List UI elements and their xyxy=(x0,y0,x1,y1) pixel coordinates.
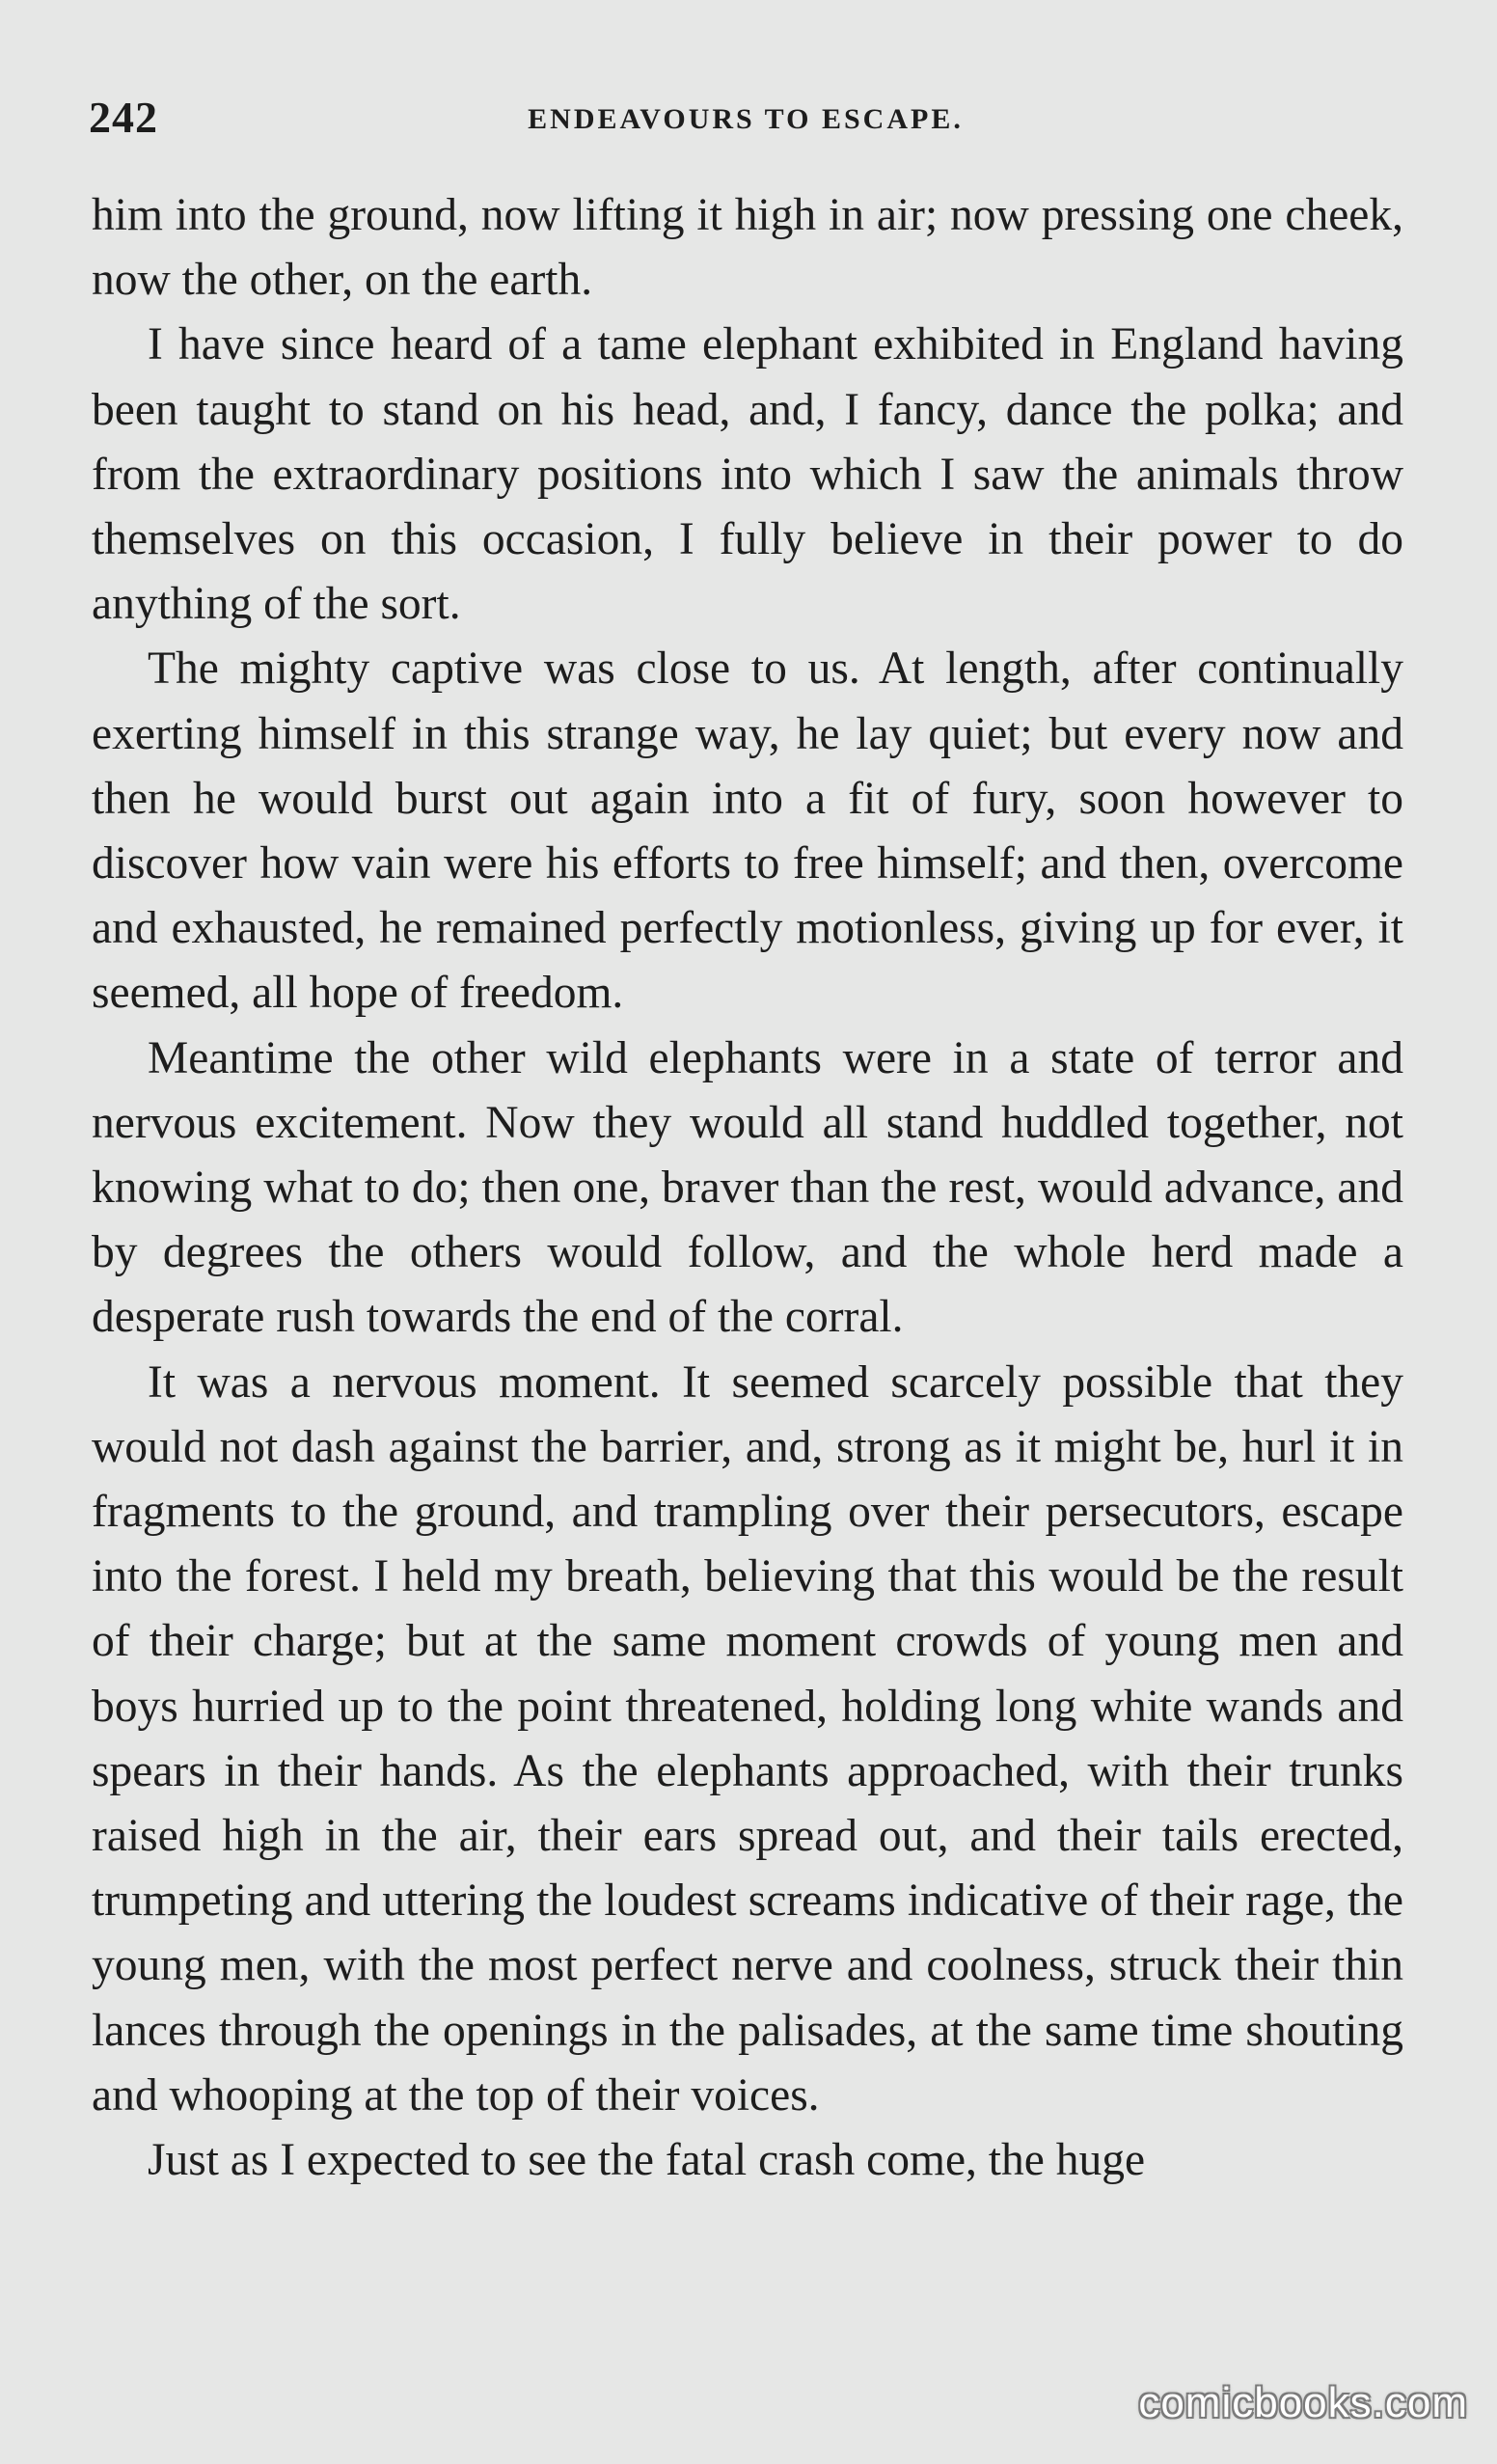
paragraph: Meantime the other wild elephants were in a state of terror and nervous excitement. Now they would all stand huddled together, not knowing what to do; then one, braver than the rest, would advance, and by degrees the others would follow, and the whole herd made a desperate rush towards the end of the corral. xyxy=(92,1032,1403,1343)
paragraph: It was a nervous moment. It seemed scarcely possible that they would not dash against the barrier, and, strong as it might be, hurl it in fragments to the ground, and trampling over their persecutors, escape into the forest. I held my breath, believing that this would be the result of their charge; but at the same moment crowds of young men and boys hurried up to the point threatened, holding long white wands and spears in their hands. As the elephants approached, with their trunks raised high in the air, their ears spread out, and their tails erected, trumpeting and uttering the loudest screams indicative of their rage, the young men, with the most perfect nerve and coolness, struck their thin lances through the openings in the palisades, at the same time shouting and whooping at the top of their voices. xyxy=(92,1356,1403,2121)
paragraph: Just as I expected to see the fatal crash come, the huge xyxy=(148,2135,1146,2186)
running-head: ENDEAVOURS TO ESCAPE. xyxy=(528,103,964,135)
page-number: 242 xyxy=(89,93,158,142)
paragraph: The mighty captive was close to us. At length, after continually exerting himself in this strange way, he lay quiet; but every now and then he would burst out again into a fit of fury, soon however to discover how vain were his efforts to free himself; and then, overcome and exhausted, he remained perfectly motionless, giving up for ever, it seemed, all hope of freedom. xyxy=(92,643,1403,1019)
watermark: comicbooks.com xyxy=(1138,2379,1468,2426)
page-header xyxy=(89,89,1402,147)
paragraph: I have since heard of a tame elephant exhibited in England having been taught to stand on his head, and, I fancy, dance the polka; and from the extraordinary positions into which I saw the animals throw themselves on this occasion, I fully believe in their power to do anything of the sort. xyxy=(92,319,1403,630)
paragraph-continued: him into the ground, now lifting it high in air; now pressing one cheek, now the other, on the earth. xyxy=(92,190,1403,306)
body-text xyxy=(92,183,1403,2193)
